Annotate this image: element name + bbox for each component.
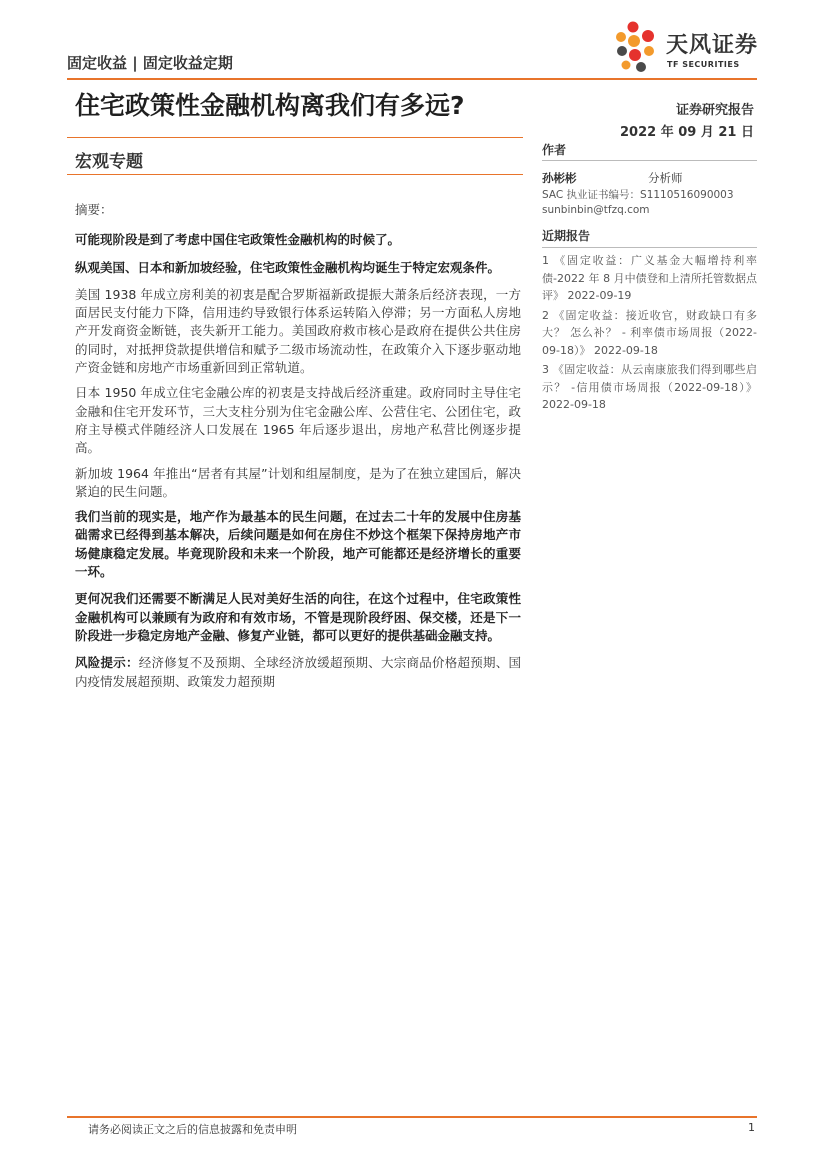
author-section — [542, 141, 757, 218]
recent-report-link[interactable]: 2 《固定收益：接近收官，财政缺口有多大？ 怎么补？ - 利率债市场周报（2022-09-18）》 2022-09-18 — [542, 308, 757, 357]
report-title: 住宅政策性金融机构离我们有多远? — [75, 91, 465, 120]
report-category: 固定收益 | 固定收益定期 — [67, 54, 233, 72]
report-date: 2022 年 09 月 21 日 — [620, 125, 754, 140]
title-divider — [67, 137, 523, 138]
author-row — [542, 170, 757, 186]
logo-text-cn: 天风证券 — [666, 33, 759, 58]
recent-reports — [542, 227, 757, 416]
author-email[interactable]: sunbinbin@tfzq.com — [542, 204, 650, 216]
abstract-thesis: 纵观美国、日本和新加坡经验，住宅政策性金融机构均诞生于特定宏观条件。 — [75, 259, 501, 275]
paragraph-outlook: 更何况我们还需要不断满足人民对美好生活的向往，在这个过程中，住宅政策性金融机构可以兼顾有为政府和有效市场，不管是现阶段纾困、保交楼，还是下一阶段进一步稳定房地产金融、修复产业链，都可以更好的提供基础金融支持。 — [75, 591, 521, 643]
abstract-label: 摘要： — [75, 202, 113, 217]
paragraph-japan: 日本 1950 年成立住宅金融公库的初衷是支持战后经济重建。政府同时主导住宅金融和住宅开发环节，三大支柱分别为住宅金融公库、公营住宅、公团住宅，政府主导模式伴随经济人口发展在 1965 年后逐步退出，房地产私营比例逐步提高。 — [75, 385, 521, 456]
header-divider — [67, 78, 757, 80]
author-heading: 作者 — [542, 143, 567, 157]
recent-report-link[interactable]: 1 《固定收益：广义基金大幅增持利率债-2022 年 8 月中债登和上清所托管数据点评》 2022-09-19 — [542, 254, 757, 302]
recent-divider — [542, 247, 757, 248]
tf-logo-icon — [612, 20, 662, 74]
author-divider — [542, 160, 757, 161]
recent-report-link[interactable]: 3 《固定收益：从云南康旅我们得到哪些启示？ -信用债市场周报（2022-09-18）》 2022-09-18 — [542, 363, 757, 411]
paragraph-usa: 美国 1938 年成立房利美的初衷是配合罗斯福新政提振大萧条后经济表现，一方面居民支付能力下降，信用违约导致银行体系运转陷入停滞；另一方面私人房地产开发商资金断链，丧失新开工能力。美国政府救市核心是政府在提供公共住房的同时，对抵押贷款提供增信和赋予二级市场流动性，在政策介入下逐步驱动地产资金链和房地产市场重新回到正常轨道。 — [75, 286, 521, 376]
paragraph-current: 我们当前的现实是，地产作为最基本的民生问题，在过去二十年的发展中住房基础需求已经得到基本解决，后续问题是如何在房住不炒这个框架下保持房地产市场健康稳定发展。毕竟现阶段和未来一个阶段，地产可能都还是经济增长的重要一环。 — [75, 509, 521, 580]
risk-label: 风险提示： — [75, 655, 139, 671]
company-logo — [612, 20, 762, 74]
author-name: 孙彬彬 — [542, 171, 577, 185]
page-number: 1 — [748, 1121, 755, 1134]
subject-divider — [67, 174, 523, 175]
risk-warning — [75, 654, 521, 691]
author-role: 分析师 — [648, 171, 683, 185]
footer-divider — [67, 1116, 757, 1118]
abstract-lead: 可能现阶段是到了考虑中国住宅政策性金融机构的时候了。 — [75, 232, 401, 248]
author-certificate: SAC 执业证书编号：S1110516090003 — [542, 189, 734, 201]
report-subject: 宏观专题 — [75, 152, 143, 172]
footer-disclaimer: 请务必阅读正文之后的信息披露和免责申明 — [88, 1123, 297, 1136]
abstract-body — [75, 201, 521, 698]
recent-heading: 近期报告 — [542, 229, 591, 243]
report-type: 证券研究报告 — [675, 103, 754, 118]
risk-text: 经济修复不及预期、全球经济放缓超预期、大宗商品价格超预期、国内疫情发展超预期、政策发力超预期 — [75, 655, 521, 689]
logo-text-en: TF SECURITIES — [667, 60, 740, 69]
paragraph-singapore: 新加坡 1964 年推出“居者有其屋”计划和组屋制度，是为了在独立建国后，解决紧迫的民生问题。 — [75, 465, 521, 499]
